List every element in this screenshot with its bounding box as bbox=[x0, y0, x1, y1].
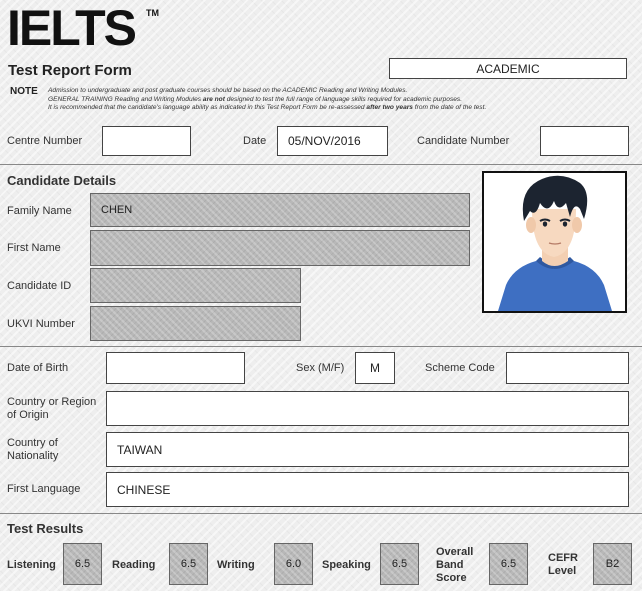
family-name-label: Family Name bbox=[7, 205, 72, 217]
divider-middle bbox=[0, 346, 642, 347]
first-name-label: First Name bbox=[7, 242, 61, 254]
candidate-id-label: Candidate ID bbox=[7, 280, 72, 292]
writing-label: Writing bbox=[217, 559, 255, 571]
centre-number-field bbox=[102, 126, 191, 156]
reading-label: Reading bbox=[112, 559, 156, 571]
country-region-label: Country or Region of Origin bbox=[7, 396, 97, 421]
module-field: ACADEMIC bbox=[389, 58, 627, 79]
speaking-score: 6.5 bbox=[380, 543, 419, 585]
candidate-number-field bbox=[540, 126, 629, 156]
divider-bottom bbox=[0, 513, 642, 514]
first-language-field: CHINESE bbox=[106, 472, 629, 507]
date-label: Date bbox=[243, 135, 267, 147]
date-field: 05/NOV/2016 bbox=[277, 126, 388, 156]
centre-number-label: Centre Number bbox=[7, 135, 83, 147]
family-name-field: CHEN bbox=[90, 193, 470, 227]
speaking-label: Speaking bbox=[322, 559, 371, 571]
trademark-symbol: TM bbox=[146, 8, 159, 18]
reading-score: 6.5 bbox=[169, 543, 208, 585]
nationality-label: Country of Nationality bbox=[7, 437, 59, 462]
sex-label: Sex (M/F) bbox=[296, 362, 345, 374]
note-line-1: Admission to undergraduate and post graduate courses should be based on the ACADEMIC Reading and Writing Modules. bbox=[48, 87, 408, 94]
note-line-3: It is recommended that the candidate's language ability as indicated in this Test Report Form be re-assessed after two years from the date of the test. bbox=[48, 104, 487, 111]
test-results-title: Test Results bbox=[7, 521, 84, 536]
listening-score: 6.5 bbox=[63, 543, 102, 585]
ukvi-number-field bbox=[90, 306, 301, 341]
date-of-birth-field bbox=[106, 352, 245, 384]
form-title: Test Report Form bbox=[8, 62, 132, 79]
date-of-birth-label: Date of Birth bbox=[7, 362, 69, 374]
note-label: NOTE bbox=[10, 86, 38, 97]
nationality-field: TAIWAN bbox=[106, 432, 629, 467]
sex-field: M bbox=[355, 352, 395, 384]
overall-band-score: 6.5 bbox=[489, 543, 528, 585]
candidate-photo bbox=[482, 171, 627, 313]
writing-score: 6.0 bbox=[274, 543, 313, 585]
scheme-code-field bbox=[506, 352, 629, 384]
ukvi-number-label: UKVI Number bbox=[7, 318, 75, 330]
country-region-field bbox=[106, 391, 629, 426]
divider-top bbox=[0, 164, 642, 165]
cefr-level: B2 bbox=[593, 543, 632, 585]
listening-label: Listening bbox=[7, 559, 56, 571]
first-language-label: First Language bbox=[7, 483, 81, 495]
first-name-field bbox=[90, 230, 470, 266]
note-line-2: GENERAL TRAINING Reading and Writing Modules are not designed to test the full range of language skills required for academic purposes. bbox=[48, 95, 463, 103]
overall-band-score-label: Overall Band Score bbox=[436, 546, 474, 584]
scheme-code-label: Scheme Code bbox=[425, 362, 495, 374]
candidate-id-field bbox=[90, 268, 301, 303]
candidate-number-label: Candidate Number bbox=[417, 135, 510, 147]
ielts-logo: IELTS bbox=[7, 0, 135, 56]
note-text bbox=[48, 87, 588, 113]
candidate-details-title: Candidate Details bbox=[7, 173, 117, 188]
candidate-avatar-illustration bbox=[484, 173, 625, 311]
cefr-level-label: CEFR Level bbox=[548, 552, 578, 577]
